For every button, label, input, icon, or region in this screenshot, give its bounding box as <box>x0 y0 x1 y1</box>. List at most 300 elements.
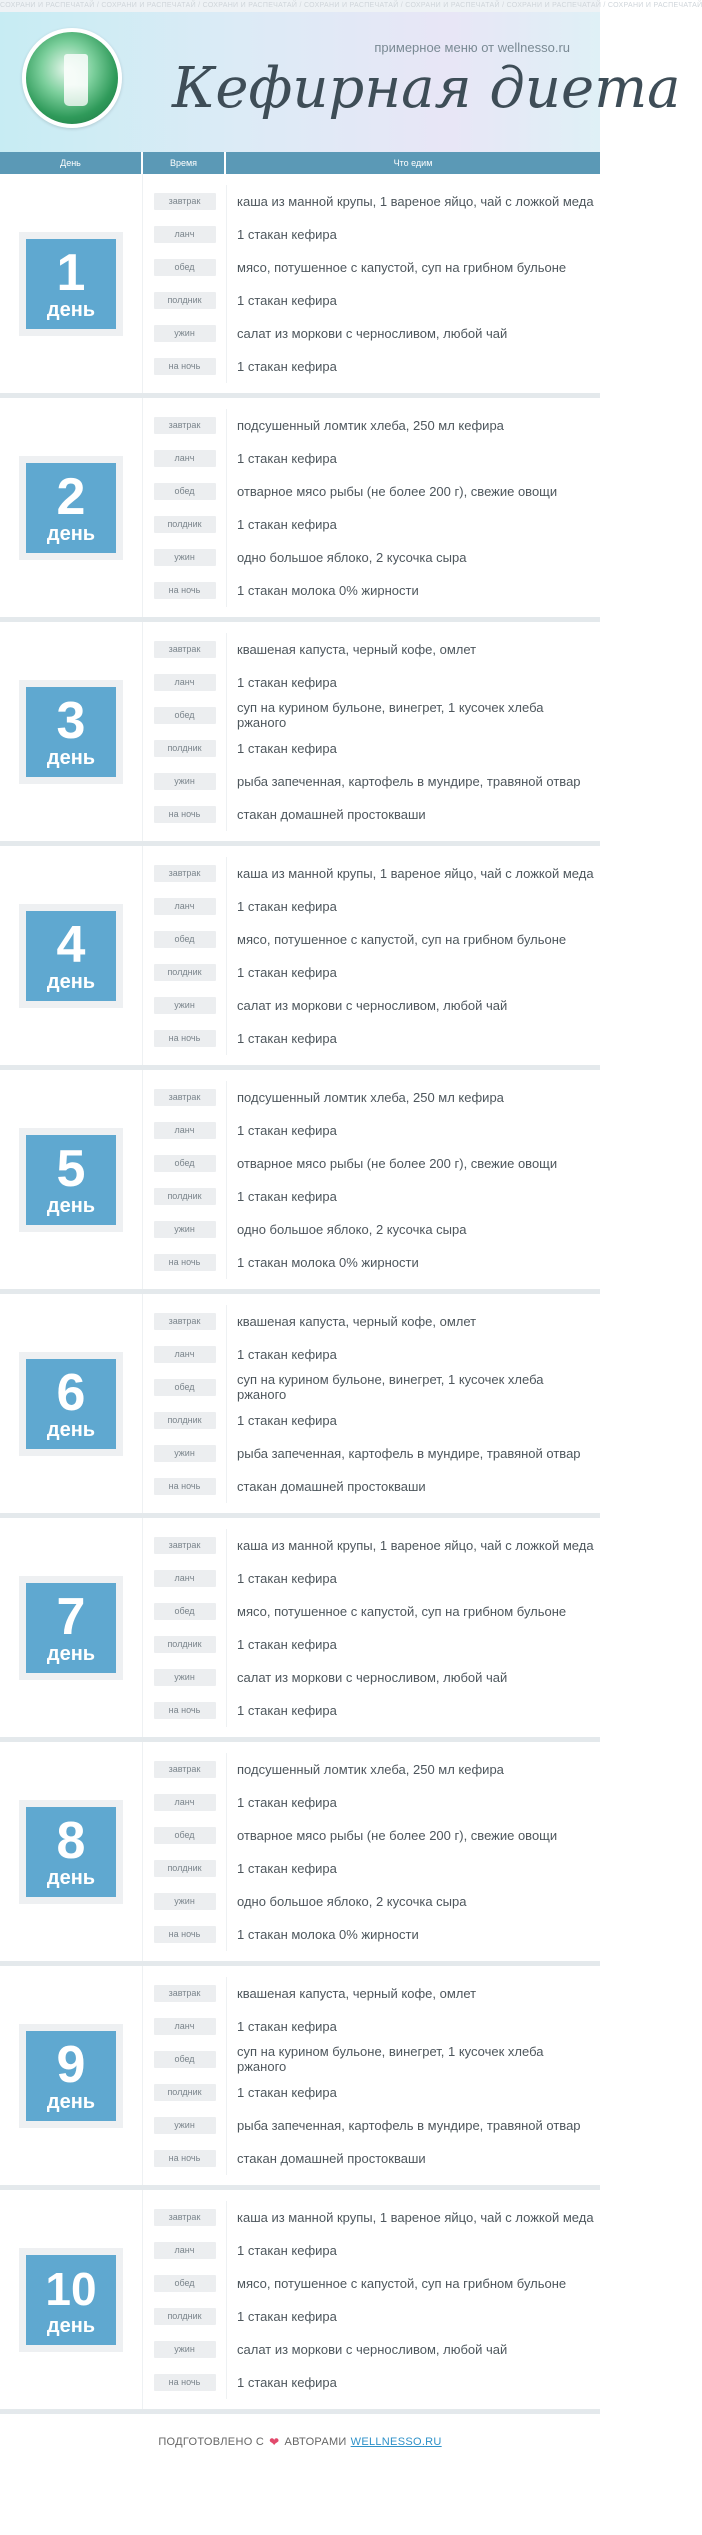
meal-row <box>143 1661 600 1694</box>
day-cell <box>0 1294 143 1513</box>
meal-food: 1 стакан кефира <box>237 1636 337 1652</box>
meal-row <box>143 1180 600 1213</box>
meal-time-cell <box>143 218 227 251</box>
meal-time-badge: ланч <box>154 2242 216 2259</box>
meal-time-badge: полдник <box>154 1188 216 1205</box>
meal-time-badge: на ночь <box>154 1702 216 1719</box>
meal-time-cell <box>143 2142 227 2175</box>
day-block <box>0 622 600 846</box>
meal-time-cell <box>143 989 227 1022</box>
meal-row <box>143 732 600 765</box>
meal-food: 1 стакан кефира <box>237 1188 337 1204</box>
meal-time-cell <box>143 2201 227 2234</box>
day-badge-frame <box>19 2248 123 2352</box>
meal-time-cell <box>143 2366 227 2399</box>
meal-row <box>143 2010 600 2043</box>
meal-time-cell <box>143 1180 227 1213</box>
meal-time-cell <box>143 857 227 890</box>
meal-time-cell <box>143 2300 227 2333</box>
meal-time-badge: полдник <box>154 1636 216 1653</box>
meal-row <box>143 1404 600 1437</box>
meal-list <box>143 622 600 841</box>
meal-time-badge: ланч <box>154 1122 216 1139</box>
day-block <box>0 1294 600 1518</box>
meal-time-cell <box>143 765 227 798</box>
meal-food: мясо, потушенное с капустой, суп на грибном бульоне <box>237 2275 567 2291</box>
meal-row <box>143 1786 600 1819</box>
meal-row <box>143 251 600 284</box>
meal-row <box>143 1437 600 1470</box>
meal-time-badge: завтрак <box>154 1985 216 2002</box>
meal-row <box>143 1114 600 1147</box>
meal-food: суп на курином бульоне, винегрет, 1 кусочек хлеба ржаного <box>237 2044 544 2074</box>
footer-site-link[interactable]: WELLNESSO.RU <box>350 2436 442 2448</box>
meal-row <box>143 185 600 218</box>
meal-food: каша из манной крупы, 1 вареное яйцо, чай с ложкой меда <box>237 1537 594 1553</box>
meal-food: суп на курином бульоне, винегрет, 1 кусочек хлеба ржаного <box>237 1372 544 1402</box>
meal-row <box>143 1022 600 1055</box>
meal-time-badge: ланч <box>154 226 216 243</box>
heart-icon: ❤ <box>269 2435 280 2449</box>
day-cell <box>0 1966 143 2185</box>
meal-food: 1 стакан кефира <box>237 2018 337 2034</box>
meal-time-cell <box>143 2076 227 2109</box>
meal-food: каша из манной крупы, 1 вареное яйцо, чай с ложкой меда <box>237 2209 594 2225</box>
meal-time-badge: ланч <box>154 1570 216 1587</box>
meal-time-badge: на ночь <box>154 1030 216 1047</box>
meal-row <box>143 1338 600 1371</box>
meal-food: 1 стакан кефира <box>237 516 337 532</box>
meal-time-cell <box>143 1885 227 1918</box>
day-badge <box>26 1359 116 1449</box>
meal-food: подсушенный ломтик хлеба, 250 мл кефира <box>237 1089 504 1105</box>
day-block <box>0 1742 600 1966</box>
day-number: 5 <box>56 1139 86 1198</box>
meal-row <box>143 541 600 574</box>
day-word: день <box>46 746 96 769</box>
meal-time-badge: на ночь <box>154 582 216 599</box>
meal-time-badge: завтрак <box>154 1089 216 1106</box>
day-number: 1 <box>56 243 86 302</box>
meal-row <box>143 1305 600 1338</box>
column-header-food: Что едим <box>393 158 433 168</box>
day-number: 9 <box>56 2035 86 2094</box>
meal-row <box>143 699 600 732</box>
day-badge <box>26 2031 116 2121</box>
meal-time-cell <box>143 251 227 284</box>
meal-row <box>143 2366 600 2399</box>
meal-row <box>143 475 600 508</box>
meal-row <box>143 857 600 890</box>
meal-row <box>143 350 600 383</box>
footer-prefix: ПОДГОТОВЛЕНО С <box>158 2436 265 2448</box>
meal-food: 1 стакан кефира <box>237 1702 337 1718</box>
kefir-glass-photo <box>22 28 122 128</box>
meal-time-badge: на ночь <box>154 358 216 375</box>
meal-time-badge: ужин <box>154 1221 216 1238</box>
day-number: 4 <box>56 915 86 974</box>
meal-list <box>143 174 600 393</box>
meal-food: мясо, потушенное с капустой, суп на грибном бульоне <box>237 931 567 947</box>
day-number: 6 <box>56 1363 86 1422</box>
meal-time-cell <box>143 1918 227 1951</box>
meal-row <box>143 2109 600 2142</box>
meal-time-cell <box>143 1628 227 1661</box>
meal-time-cell <box>143 1404 227 1437</box>
meal-time-cell <box>143 541 227 574</box>
meal-food: салат из моркови с черносливом, любой чай <box>237 997 508 1013</box>
meal-row <box>143 2142 600 2175</box>
day-badge <box>26 911 116 1001</box>
meal-time-cell <box>143 508 227 541</box>
meal-time-badge: завтрак <box>154 2209 216 2226</box>
meal-row <box>143 1081 600 1114</box>
meal-time-cell <box>143 2043 227 2076</box>
meal-time-cell <box>143 666 227 699</box>
meal-time-cell <box>143 923 227 956</box>
meal-row <box>143 2234 600 2267</box>
meal-food: суп на курином бульоне, винегрет, 1 кусочек хлеба ржаного <box>237 700 544 730</box>
meal-time-cell <box>143 1819 227 1852</box>
meal-time-badge: завтрак <box>154 641 216 658</box>
meal-row <box>143 1918 600 1951</box>
meal-row <box>143 989 600 1022</box>
meal-food: 1 стакан кефира <box>237 358 337 374</box>
meal-time-badge: полдник <box>154 2084 216 2101</box>
day-cell <box>0 398 143 617</box>
meal-row <box>143 574 600 607</box>
meal-food: 1 стакан кефира <box>237 1412 337 1428</box>
meal-row <box>143 1147 600 1180</box>
day-badge-frame <box>19 1128 123 1232</box>
meal-time-badge: на ночь <box>154 806 216 823</box>
meal-food: 1 стакан кефира <box>237 450 337 466</box>
meal-time-badge: обед <box>154 931 216 948</box>
meal-time-badge: обед <box>154 2051 216 2068</box>
day-badge-frame <box>19 680 123 784</box>
meal-time-badge: полдник <box>154 1412 216 1429</box>
day-word: день <box>46 970 96 993</box>
meal-time-badge: ланч <box>154 1346 216 1363</box>
meal-food: одно большое яблоко, 2 кусочка сыра <box>237 1893 467 1909</box>
glass-shape <box>64 54 88 106</box>
meal-row <box>143 442 600 475</box>
meal-time-badge: завтрак <box>154 1537 216 1554</box>
meal-time-cell <box>143 350 227 383</box>
day-block <box>0 1966 600 2190</box>
day-badge <box>26 239 116 329</box>
meal-row <box>143 1470 600 1503</box>
day-badge-frame <box>19 904 123 1008</box>
meal-food: стакан домашней простокваши <box>237 2150 426 2166</box>
day-word: день <box>46 2314 96 2337</box>
menu-table <box>0 174 600 2414</box>
meal-row <box>143 890 600 923</box>
meal-time-cell <box>143 1338 227 1371</box>
meal-food: подсушенный ломтик хлеба, 250 мл кефира <box>237 417 504 433</box>
meal-time-badge: ужин <box>154 2341 216 2358</box>
meal-food: квашеная капуста, черный кофе, омлет <box>237 641 477 657</box>
meal-time-cell <box>143 1595 227 1628</box>
meal-time-cell <box>143 1437 227 1470</box>
meal-time-badge: полдник <box>154 740 216 757</box>
meal-time-cell <box>143 284 227 317</box>
meal-row <box>143 317 600 350</box>
meal-time-cell <box>143 1694 227 1727</box>
meal-food: мясо, потушенное с капустой, суп на грибном бульоне <box>237 1603 567 1619</box>
meal-list <box>143 846 600 1065</box>
meal-list <box>143 1966 600 2185</box>
meal-time-badge: ужин <box>154 1893 216 1910</box>
day-cell <box>0 622 143 841</box>
day-block <box>0 174 600 398</box>
meal-time-badge: завтрак <box>154 1761 216 1778</box>
meal-time-badge: полдник <box>154 1860 216 1877</box>
meal-time-badge: ланч <box>154 1794 216 1811</box>
meal-time-badge: ужин <box>154 997 216 1014</box>
meal-time-badge: полдник <box>154 292 216 309</box>
meal-time-badge: на ночь <box>154 2374 216 2391</box>
meal-list <box>143 398 600 617</box>
meal-food: рыба запеченная, картофель в мундире, травяной отвар <box>237 2117 581 2133</box>
meal-food: мясо, потушенное с капустой, суп на грибном бульоне <box>237 259 567 275</box>
meal-row <box>143 284 600 317</box>
meal-row <box>143 2076 600 2109</box>
day-number: 7 <box>56 1587 86 1646</box>
meal-food: 1 стакан кефира <box>237 1794 337 1810</box>
meal-food: 1 стакан кефира <box>237 740 337 756</box>
meal-row <box>143 666 600 699</box>
day-word: день <box>46 522 96 545</box>
meal-time-cell <box>143 732 227 765</box>
meal-time-badge: завтрак <box>154 1313 216 1330</box>
day-word: день <box>46 1866 96 1889</box>
meal-row <box>143 633 600 666</box>
column-header-time: Время <box>143 152 226 174</box>
meal-row <box>143 1819 600 1852</box>
header-subtitle: примерное меню от wellnesso.ru <box>374 40 570 55</box>
footer <box>0 2414 600 2470</box>
meal-time-badge: ланч <box>154 450 216 467</box>
meal-food: 1 стакан кефира <box>237 1570 337 1586</box>
meal-time-badge: обед <box>154 2275 216 2292</box>
meal-food: одно большое яблоко, 2 кусочка сыра <box>237 1221 467 1237</box>
meal-time-cell <box>143 1213 227 1246</box>
day-block <box>0 2190 600 2414</box>
meal-food: салат из моркови с черносливом, любой чай <box>237 325 508 341</box>
meal-time-badge: на ночь <box>154 2150 216 2167</box>
day-number: 3 <box>56 691 86 750</box>
meal-row <box>143 1694 600 1727</box>
meal-food: 1 стакан кефира <box>237 292 337 308</box>
meal-food: 1 стакан кефира <box>237 226 337 242</box>
meal-time-cell <box>143 2267 227 2300</box>
meal-time-cell <box>143 1977 227 2010</box>
meal-time-badge: ужин <box>154 773 216 790</box>
day-cell <box>0 1518 143 1737</box>
meal-time-cell <box>143 1470 227 1503</box>
meal-time-badge: ланч <box>154 2018 216 2035</box>
meal-food: подсушенный ломтик хлеба, 250 мл кефира <box>237 1761 504 1777</box>
meal-time-cell <box>143 2234 227 2267</box>
day-number: 10 <box>45 2262 97 2315</box>
page-header <box>0 12 681 152</box>
day-cell <box>0 846 143 1065</box>
meal-time-badge: на ночь <box>154 1926 216 1943</box>
meal-time-cell <box>143 574 227 607</box>
day-badge-frame <box>19 1352 123 1456</box>
meal-time-cell <box>143 798 227 831</box>
meal-food: 1 стакан кефира <box>237 1860 337 1876</box>
meal-food: стакан домашней простокваши <box>237 1478 426 1494</box>
meal-row <box>143 765 600 798</box>
meal-food: 1 стакан молока 0% жирности <box>237 1254 419 1270</box>
meal-row <box>143 1885 600 1918</box>
meal-food: отварное мясо рыбы (не более 200 г), свежие овощи <box>237 483 558 499</box>
meal-list <box>143 1070 600 1289</box>
meal-time-cell <box>143 409 227 442</box>
meal-food: салат из моркови с черносливом, любой чай <box>237 1669 508 1685</box>
meal-time-badge: ланч <box>154 674 216 691</box>
meal-time-badge: ланч <box>154 898 216 915</box>
day-badge-frame <box>19 456 123 560</box>
meal-row <box>143 1562 600 1595</box>
meal-food: 1 стакан кефира <box>237 964 337 980</box>
meal-time-badge: на ночь <box>154 1478 216 1495</box>
meal-food: 1 стакан кефира <box>237 898 337 914</box>
meal-time-cell <box>143 2109 227 2142</box>
column-header-day: День <box>0 152 143 174</box>
day-block <box>0 1518 600 1742</box>
meal-row <box>143 218 600 251</box>
page-title: Кефирная диета <box>172 56 681 121</box>
meal-row <box>143 508 600 541</box>
meal-food: каша из манной крупы, 1 вареное яйцо, чай с ложкой меда <box>237 865 594 881</box>
meal-time-badge: ужин <box>154 2117 216 2134</box>
meal-time-cell <box>143 956 227 989</box>
day-cell <box>0 1742 143 1961</box>
meal-food: рыба запеченная, картофель в мундире, травяной отвар <box>237 1445 581 1461</box>
meal-time-badge: полдник <box>154 516 216 533</box>
meal-list <box>143 1294 600 1513</box>
meal-row <box>143 923 600 956</box>
watermark-strip: СОХРАНИ И РАСПЕЧАТАЙ / СОХРАНИ И РАСПЕЧАТАЙ / СОХРАНИ И РАСПЕЧАТАЙ / СОХРАНИ И РАСПЕЧАТАЙ / СОХРАНИ И РАСПЕЧАТАЙ / СОХРАНИ И РАСПЕЧАТАЙ / СОХРАНИ И РАСПЕЧАТАЙ <box>0 0 600 12</box>
meal-time-cell <box>143 1081 227 1114</box>
day-badge-frame <box>19 1576 123 1680</box>
meal-row <box>143 2201 600 2234</box>
meal-food: 1 стакан кефира <box>237 2242 337 2258</box>
meal-list <box>143 2190 600 2409</box>
day-number: 8 <box>56 1811 86 1870</box>
meal-time-cell <box>143 317 227 350</box>
meal-row <box>143 1977 600 2010</box>
meal-time-cell <box>143 633 227 666</box>
meal-row <box>143 2333 600 2366</box>
day-badge <box>26 687 116 777</box>
meal-time-badge: обед <box>154 707 216 724</box>
day-word: день <box>46 1418 96 1441</box>
meal-food: каша из манной крупы, 1 вареное яйцо, чай с ложкой меда <box>237 193 594 209</box>
day-badge <box>26 2255 116 2345</box>
meal-time-cell <box>143 2333 227 2366</box>
meal-time-cell <box>143 1786 227 1819</box>
meal-food: одно большое яблоко, 2 кусочка сыра <box>237 549 467 565</box>
meal-row <box>143 1529 600 1562</box>
meal-time-cell <box>143 1852 227 1885</box>
meal-food: 1 стакан молока 0% жирности <box>237 582 419 598</box>
meal-food: 1 стакан кефира <box>237 2374 337 2390</box>
meal-time-badge: ужин <box>154 325 216 342</box>
meal-time-badge: обед <box>154 1155 216 1172</box>
meal-time-badge: завтрак <box>154 865 216 882</box>
meal-time-badge: ужин <box>154 1669 216 1686</box>
day-word: день <box>46 2090 96 2113</box>
meal-row <box>143 1628 600 1661</box>
meal-time-badge: ужин <box>154 549 216 566</box>
meal-time-cell <box>143 1022 227 1055</box>
meal-time-cell <box>143 2010 227 2043</box>
meal-row <box>143 1753 600 1786</box>
meal-food: отварное мясо рыбы (не более 200 г), свежие овощи <box>237 1155 558 1171</box>
day-cell <box>0 2190 143 2409</box>
meal-food: 1 стакан молока 0% жирности <box>237 1926 419 1942</box>
meal-food: квашеная капуста, черный кофе, омлет <box>237 1985 477 2001</box>
meal-food: 1 стакан кефира <box>237 1122 337 1138</box>
day-block <box>0 1070 600 1294</box>
meal-row <box>143 409 600 442</box>
meal-time-badge: обед <box>154 1379 216 1396</box>
meal-time-badge: обед <box>154 1827 216 1844</box>
meal-time-cell <box>143 1562 227 1595</box>
day-number: 2 <box>56 467 86 526</box>
meal-food: салат из моркови с черносливом, любой чай <box>237 2341 508 2357</box>
meal-food: 1 стакан кефира <box>237 2308 337 2324</box>
meal-food: 1 стакан кефира <box>237 2084 337 2100</box>
day-cell <box>0 174 143 393</box>
meal-time-cell <box>143 1114 227 1147</box>
meal-row <box>143 1246 600 1279</box>
meal-food: стакан домашней простокваши <box>237 806 426 822</box>
meal-time-badge: обед <box>154 483 216 500</box>
meal-food: отварное мясо рыбы (не более 200 г), свежие овощи <box>237 1827 558 1843</box>
meal-food: 1 стакан кефира <box>237 674 337 690</box>
day-badge-frame <box>19 232 123 336</box>
meal-time-cell <box>143 1246 227 1279</box>
meal-list <box>143 1518 600 1737</box>
meal-time-badge: на ночь <box>154 1254 216 1271</box>
meal-food: 1 стакан кефира <box>237 1030 337 1046</box>
meal-row <box>143 2043 600 2076</box>
day-block <box>0 846 600 1070</box>
meal-row <box>143 1595 600 1628</box>
meal-row <box>143 1213 600 1246</box>
meal-row <box>143 798 600 831</box>
day-block <box>0 398 600 622</box>
meal-time-cell <box>143 1529 227 1562</box>
meal-food: 1 стакан кефира <box>237 1346 337 1362</box>
meal-time-badge: полдник <box>154 2308 216 2325</box>
day-badge <box>26 463 116 553</box>
day-badge-frame <box>19 1800 123 1904</box>
table-header <box>0 152 600 174</box>
meal-time-cell <box>143 1147 227 1180</box>
day-badge <box>26 1135 116 1225</box>
meal-time-cell <box>143 1661 227 1694</box>
day-word: день <box>46 298 96 321</box>
day-cell <box>0 1070 143 1289</box>
meal-row <box>143 2300 600 2333</box>
meal-time-cell <box>143 1753 227 1786</box>
